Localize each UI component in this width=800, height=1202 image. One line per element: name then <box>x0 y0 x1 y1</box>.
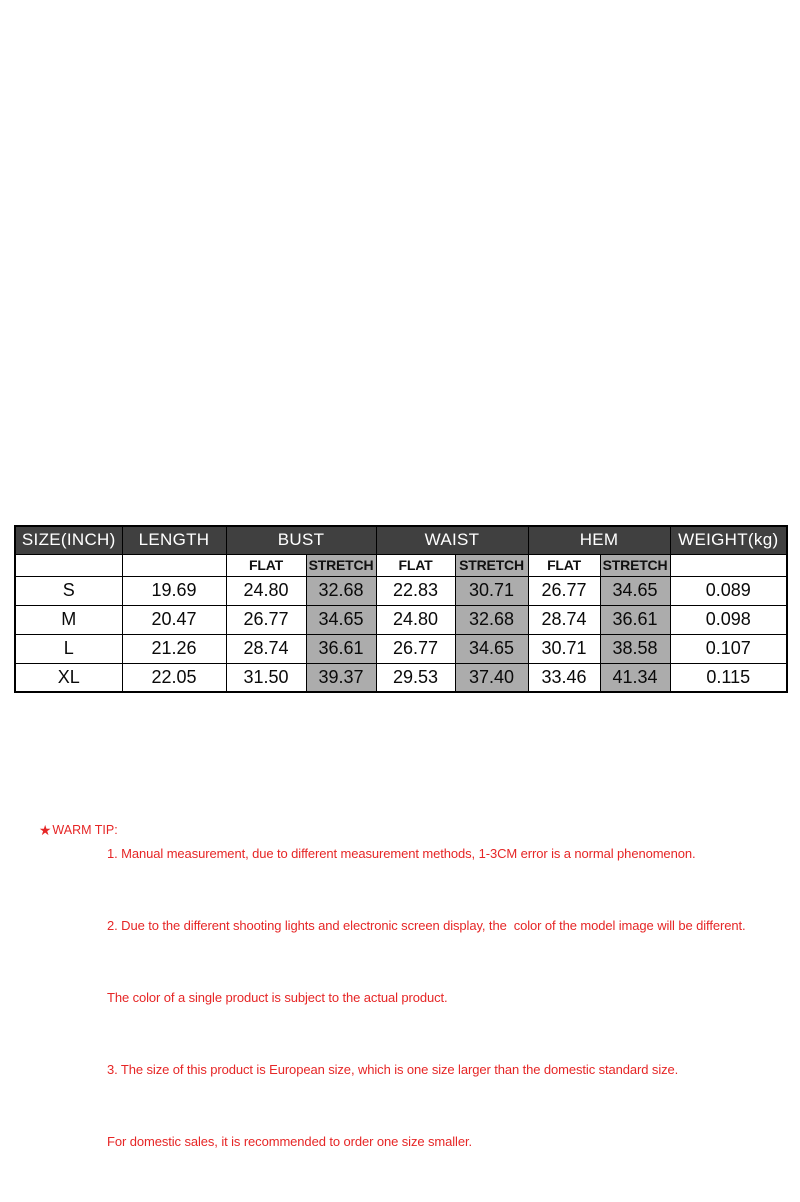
warm-tip-line: 1. Manual measurement, due to different measurement methods, 1-3CM error is a normal phenomenon. <box>107 846 696 861</box>
length-cell: 22.05 <box>122 663 226 692</box>
sub-header-empty <box>15 554 122 576</box>
table-header-row <box>15 526 787 554</box>
table-row-xl <box>15 663 787 692</box>
header-weight: WEIGHT(kg) <box>670 526 787 554</box>
waist-flat-cell: 24.80 <box>376 605 455 634</box>
length-cell: 20.47 <box>122 605 226 634</box>
header-length: LENGTH <box>122 526 226 554</box>
size-chart-table <box>14 525 788 693</box>
sub-header-empty <box>122 554 226 576</box>
bust-stretch-cell: 39.37 <box>306 663 376 692</box>
weight-cell: 0.098 <box>670 605 787 634</box>
warm-tip-section <box>0 794 800 1149</box>
weight-cell: 0.107 <box>670 634 787 663</box>
warm-tip-line: 2. Due to the different shooting lights and electronic screen display, the color of the model image will be different. <box>107 918 746 933</box>
warm-tip-line: The color of a single product is subject to the actual product. <box>107 990 448 1005</box>
sub-header-waist-flat: FLAT <box>376 554 455 576</box>
size-label: M <box>15 605 122 634</box>
sub-header-bust-stretch: STRETCH <box>306 554 376 576</box>
hem-flat-cell: 28.74 <box>528 605 600 634</box>
warm-tip-line: 3. The size of this product is European size, which is one size larger than the domestic standard size. <box>107 1062 679 1077</box>
waist-flat-cell: 26.77 <box>376 634 455 663</box>
star-icon: ★ <box>38 822 52 838</box>
sub-header-hem-stretch: STRETCH <box>600 554 670 576</box>
hem-flat-cell: 30.71 <box>528 634 600 663</box>
bust-flat-cell: 31.50 <box>226 663 306 692</box>
bust-flat-cell: 24.80 <box>226 576 306 605</box>
length-cell: 21.26 <box>122 634 226 663</box>
weight-cell: 0.115 <box>670 663 787 692</box>
sub-header-empty <box>670 554 787 576</box>
hem-stretch-cell: 41.34 <box>600 663 670 692</box>
table-row-m <box>15 605 787 634</box>
table-row-s <box>15 576 787 605</box>
bust-stretch-cell: 36.61 <box>306 634 376 663</box>
hem-flat-cell: 26.77 <box>528 576 600 605</box>
warm-tip-label-text: WARM TIP: <box>52 823 118 837</box>
table-row-l <box>15 634 787 663</box>
header-waist: WAIST <box>376 526 528 554</box>
sub-header-waist-stretch: STRETCH <box>455 554 528 576</box>
hem-stretch-cell: 34.65 <box>600 576 670 605</box>
bust-flat-cell: 26.77 <box>226 605 306 634</box>
hem-stretch-cell: 36.61 <box>600 605 670 634</box>
bust-flat-cell: 28.74 <box>226 634 306 663</box>
waist-stretch-cell: 32.68 <box>455 605 528 634</box>
size-label: XL <box>15 663 122 692</box>
bust-stretch-cell: 34.65 <box>306 605 376 634</box>
sub-header-hem-flat: FLAT <box>528 554 600 576</box>
waist-flat-cell: 22.83 <box>376 576 455 605</box>
size-label: S <box>15 576 122 605</box>
length-cell: 19.69 <box>122 576 226 605</box>
hem-flat-cell: 33.46 <box>528 663 600 692</box>
table-subheader-row <box>15 554 787 576</box>
waist-stretch-cell: 34.65 <box>455 634 528 663</box>
warm-tip-line: For domestic sales, it is recommended to order one size smaller. <box>107 1134 472 1149</box>
warm-tip-lines <box>107 794 800 1202</box>
weight-cell: 0.089 <box>670 576 787 605</box>
size-label: L <box>15 634 122 663</box>
header-size: SIZE(INCH) <box>15 526 122 554</box>
waist-stretch-cell: 37.40 <box>455 663 528 692</box>
waist-stretch-cell: 30.71 <box>455 576 528 605</box>
waist-flat-cell: 29.53 <box>376 663 455 692</box>
bust-stretch-cell: 32.68 <box>306 576 376 605</box>
hem-stretch-cell: 38.58 <box>600 634 670 663</box>
sub-header-bust-flat: FLAT <box>226 554 306 576</box>
warm-tip-label <box>18 794 118 866</box>
header-hem: HEM <box>528 526 670 554</box>
header-bust: BUST <box>226 526 376 554</box>
